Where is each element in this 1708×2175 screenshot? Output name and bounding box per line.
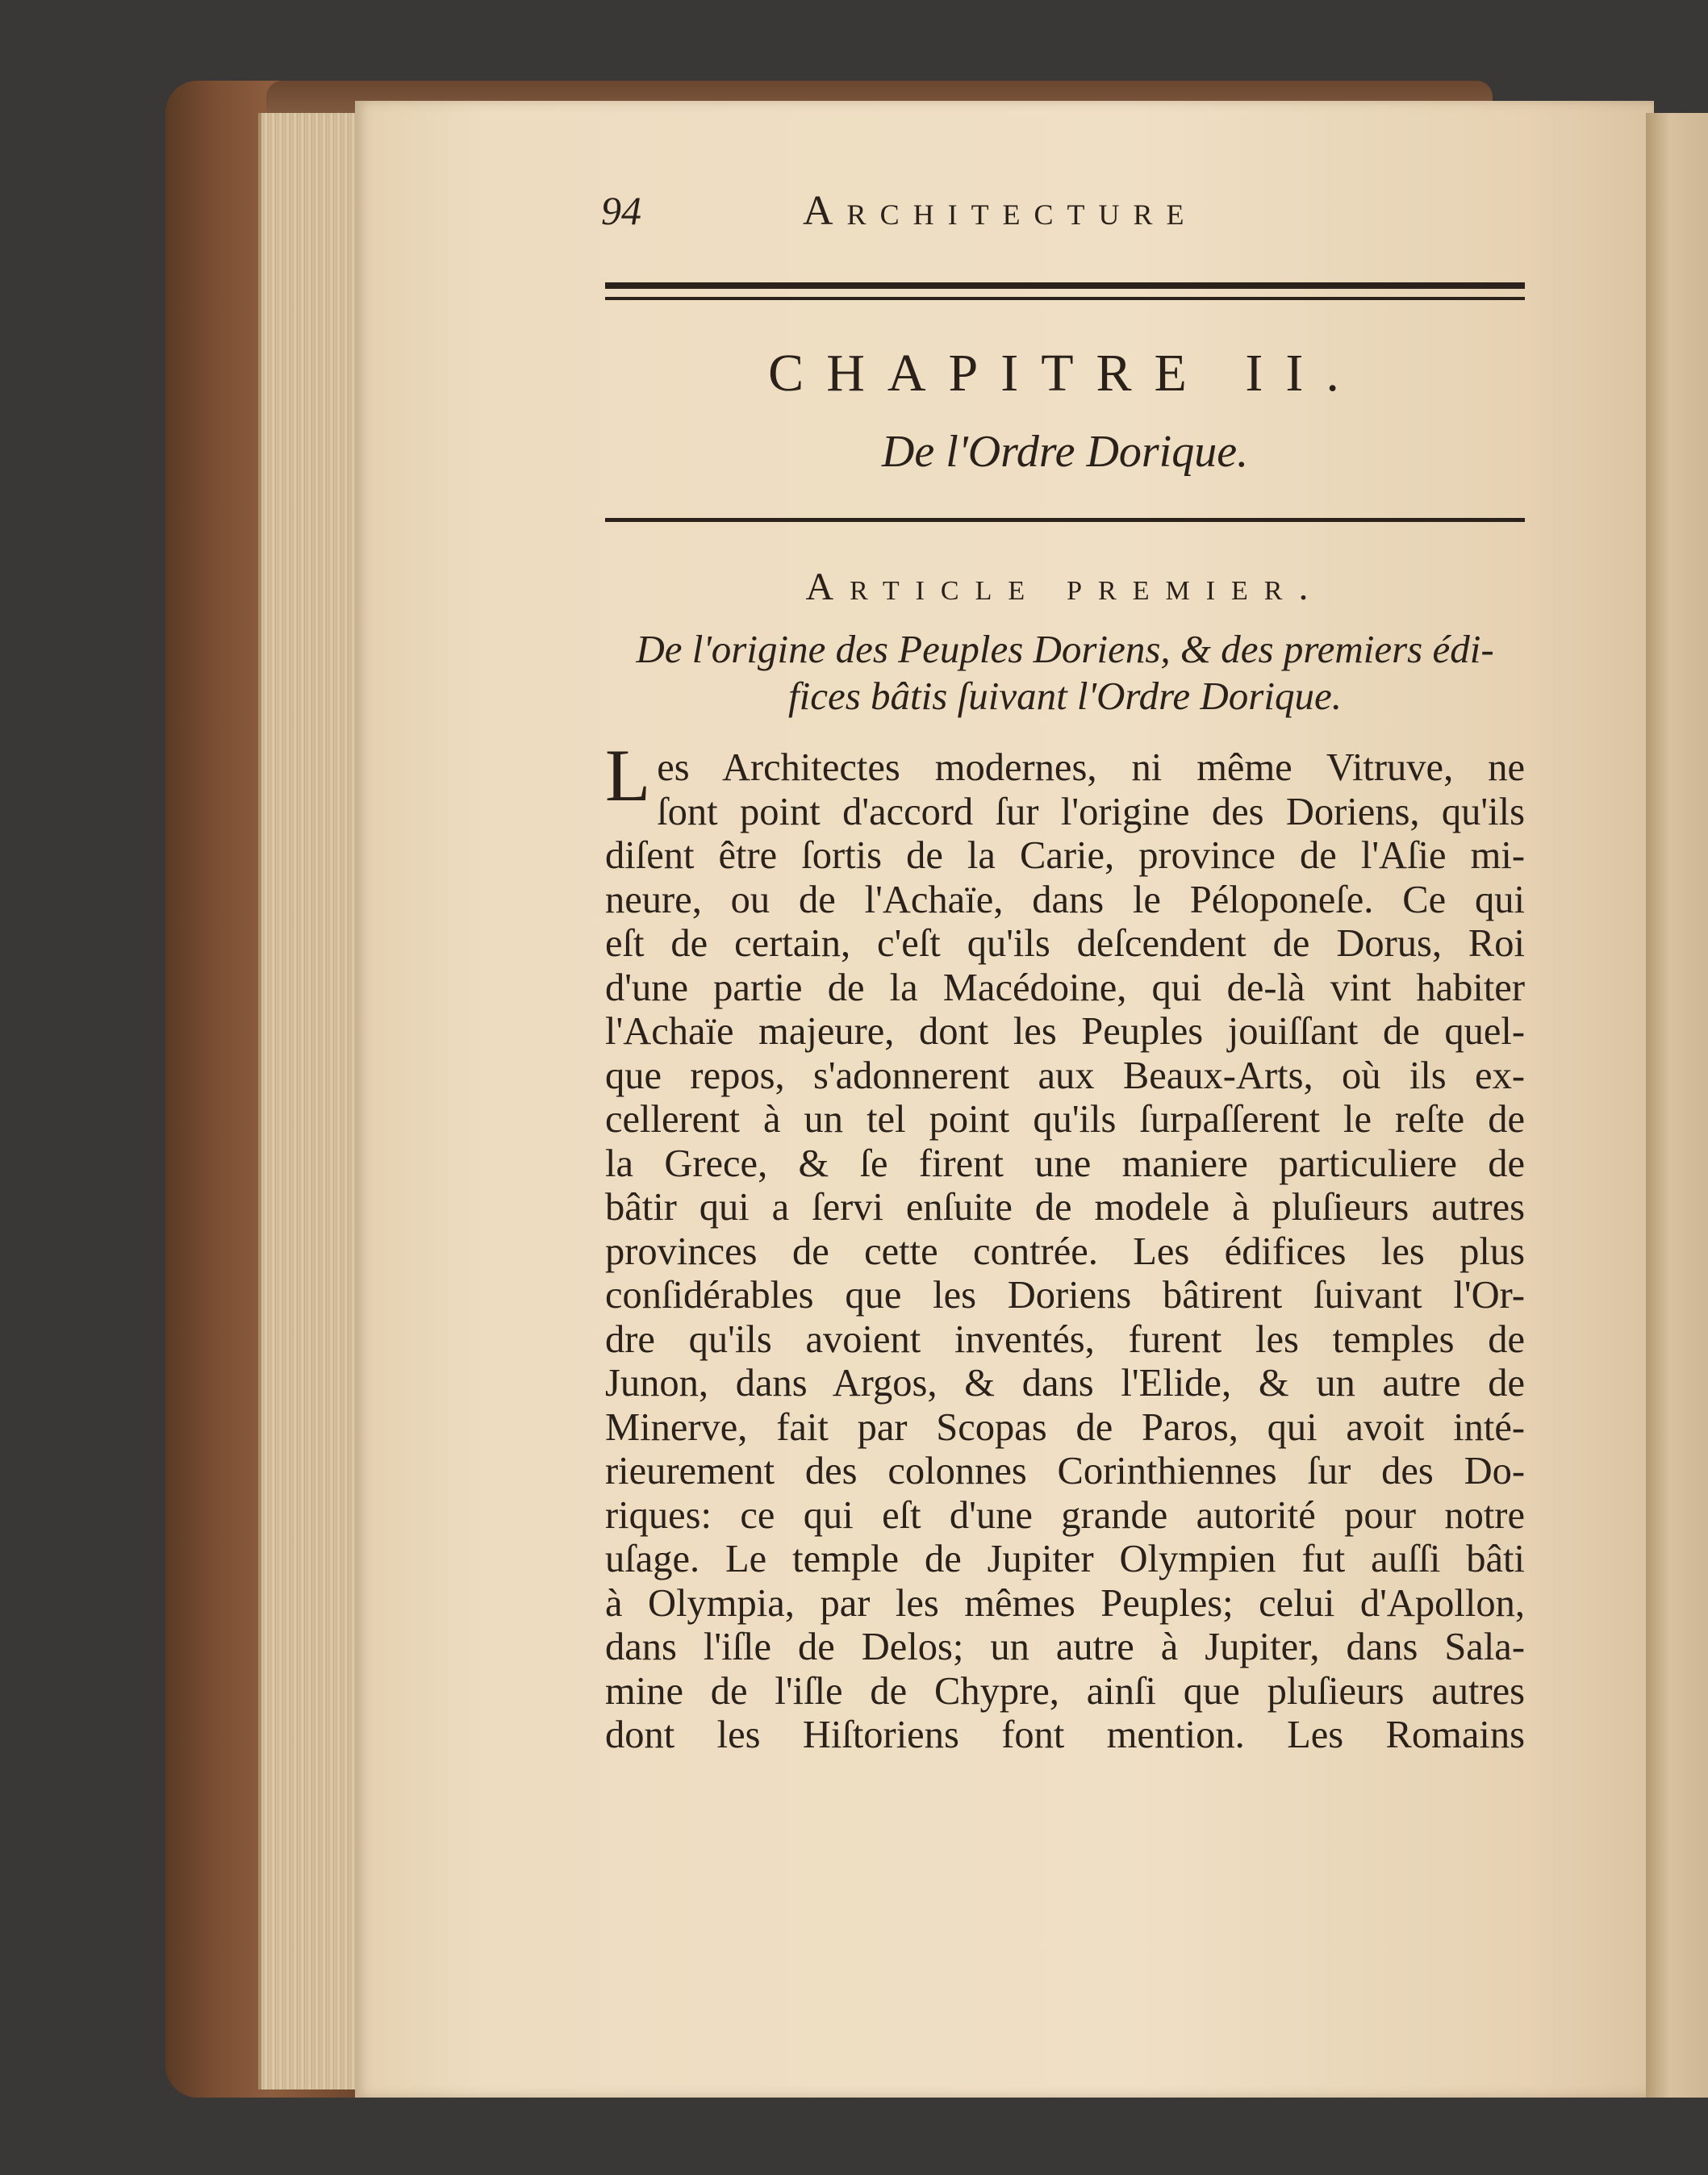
body-text — [605, 734, 1525, 1758]
header-double-rule — [605, 282, 1525, 300]
page-edges — [258, 113, 362, 2089]
body-line: à Olympia, par les mêmes Peuples; celui d'Apollon, — [605, 1581, 1525, 1625]
body-line: riques: ce qui eſt d'une grande autorité pour notre — [605, 1493, 1525, 1537]
body-line: ſont point d'accord ſur l'origine des Doriens, qu'ils — [657, 790, 1525, 833]
chapter-subtitle: De l'Ordre Dorique. — [881, 427, 1249, 477]
body-line: neure, ou de l'Achaïe, dans le Péloponeſe. Ce qui — [605, 878, 1525, 921]
body-line: uſage. Le temple de Jupiter Olympien fut auſſi bâti — [605, 1538, 1525, 1580]
page-number: 94 — [601, 188, 641, 233]
body-line: diſent être ſortis de la Carie, province de l'Aſie mi- — [605, 834, 1525, 877]
body-line: d'une partie de la Macédoine, qui de-là vint habiter — [605, 966, 1525, 1009]
body-line: rieurement des colonnes Corinthiennes ſur des Do- — [605, 1450, 1525, 1492]
body-line: conſidérables que les Doriens bâtirent ſuivant l'Or- — [605, 1274, 1525, 1317]
article-title: Article premier. — [805, 566, 1325, 608]
body-first-line-text: es Architectes modernes, ni même Vitruve, ne — [657, 746, 1525, 789]
article-subtitle-line: De l'origine des Peuples Doriens, & des premiers édi- — [636, 627, 1494, 671]
body-line: dans l'iſle de Delos; un autre à Jupiter, dans Sala- — [605, 1626, 1525, 1668]
drop-cap: L — [605, 734, 651, 816]
chapter-rule — [605, 518, 1525, 522]
body-line: l'Achaïe majeure, dont les Peuples jouiſſant de quel- — [605, 1010, 1525, 1053]
body-line: cellerent à un tel point qu'ils ſurpaſſerent le reſte de — [605, 1098, 1525, 1141]
body-line: Junon, dans Argos, & dans l'Elide, & un autre de — [605, 1362, 1525, 1405]
body-line: la Grece, & ſe firent une maniere particuliere de — [605, 1142, 1525, 1185]
page-header — [601, 187, 1376, 244]
facing-page — [1646, 113, 1708, 2098]
body-line: mine de l'iſle de Chypre, ainſi que pluſieurs autres — [605, 1669, 1525, 1713]
running-head: Architecture — [803, 188, 1198, 234]
body-line: provinces de cette contrée. Les édifices les plus — [605, 1229, 1525, 1273]
article-subtitle-line: fices bâtis ſuivant l'Ordre Dorique. — [788, 674, 1342, 718]
body-line: Minerve, fait par Scopas de Paros, qui avoit inté- — [605, 1405, 1525, 1449]
body-line: dont les Hiſtoriens font mention. Les Romains — [605, 1714, 1525, 1756]
article-subtitle — [605, 626, 1525, 720]
chapter-title: CHAPITRE II. — [768, 344, 1362, 403]
body-line: que repos, s'adonnerent aux Beaux-Arts, où ils ex- — [605, 1054, 1525, 1097]
body-line: bâtir qui a ſervi enſuite de modele à pluſieurs autres — [605, 1186, 1525, 1229]
body-line: eſt de certain, c'eſt qu'ils deſcendent de Dorus, Roi — [605, 922, 1525, 965]
body-line: dre qu'ils avoient inventés, furent les temples de — [605, 1317, 1525, 1361]
